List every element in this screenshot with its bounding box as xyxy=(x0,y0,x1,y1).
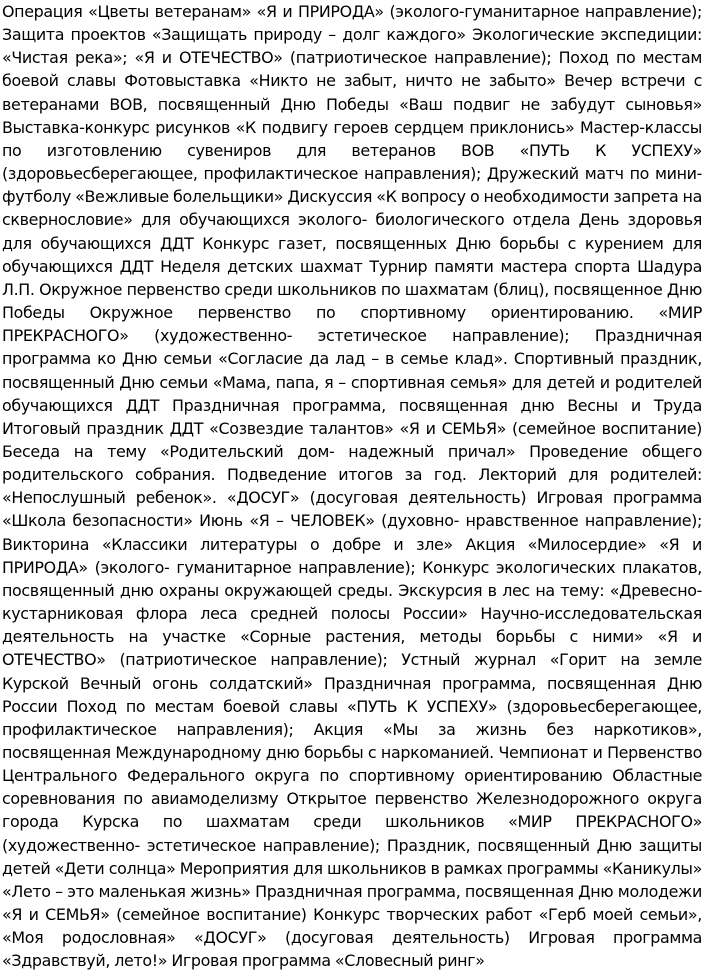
event-list-paragraph: Операция «Цветы ветеранам» «Я и ПРИРОДА» (эколого-гуманитарное направление); Защита проектов «Защищать природу – долг каждого» Экологические экспедиции: «Чистая река»; «Я и ОТЕЧЕСТВО» (патриотическое направление); Поход по местам боевой славы Фотовыставка «Никто не забыт, ничто не забыто» Вечер встречи с ветеранами ВОВ, посвященный Дню Победы «Ваш подвиг не забудут сыновья» Выставка-конкурс рисунков «К подвигу героев сердцем приклонись» Мастер-классы по изготовлению сувениров для ветеранов ВОВ «ПУТЬ К УСПЕХУ» (здоровьесберегающее, профилактическое направления); Дружеский матч по мини-футболу «Вежливые болельщики» Дискуссия «К вопросу о необходимости запрета на сквернословие» для обучающихся эколого- биологического отдела День здоровья для обучающихся ДДТ Конкурс газет, посвященных Дню борьбы с курением для обучающихся ДДТ Неделя детских шахмат Турнир памяти мастера спорта Шадура Л.П. Окружное первенство среди школьников по шахматам (блиц), посвященное Дню Победы Окружное первенство по спортивному ориентированию. «МИР ПРЕКРАСНОГО» (художественно- эстетическое направление); Праздничная программа ко Дню семьи «Согласие да лад – в семье клад». Спортивный праздник, посвященный Дню семьи «Мама, папа, я – спортивная семья» для детей и родителей обучающихся ДДТ Праздничная программа, посвященная дню Весны и Труда Итоговый праздник ДДТ «Созвездие талантов» «Я и СЕМЬЯ» (семейное воспитание) Беседа на тему «Родительский дом- надежный причал» Проведение общего родительского собрания. Подведение итогов за год. Лекторий для родителей: «Непослушный ребенок». «ДОСУГ» (досуговая деятельность) Игровая программа «Школа безопасности» Июнь «Я – ЧЕЛОВЕК» (духовно- нравственное направление); Викторина «Классики литературы о добре и зле» Акция «Милосердие» «Я и ПРИРОДА» (эколого- гуманитарное направление); Конкурс экологических плакатов, посвященный дню охраны окружающей среды. Экскурсия в лес на тему: «Древесно-кустарниковая флора леса средней полосы России» Научно-исследовательская деятельность на участке «Сорные растения, методы борьбы с ними» «Я и ОТЕЧЕСТВО» (патриотическое направление); Устный журнал «Горит на земле Курской Вечный огонь солдатский» Праздничная программа, посвященная Дню России Поход по местам боевой славы «ПУТЬ К УСПЕХУ» (здоровьесберегающее, профилактическое направления); Акция «Мы за жизнь без наркотиков», посвященная Международному дню борьбы с наркоманией. Чемпионат и Первенство Центрального Федерального округа по спортивному ориентированию Областные соревнования по авиамоделизму Открытое первенство Железнодорожного округа города Курска по шахматам среди школьников «МИР ПРЕКРАСНОГО» (художественно- эстетическое направление); Праздник, посвященный Дню защиты детей «Дети солнца» Мероприятия для школьников в рамках программы «Каникулы» «Лето – это маленькая жизнь» Праздничная программа, посвященная Дню молодежи «Я и СЕМЬЯ» (семейное воспитание) Конкурс творческих работ «Герб моей семьи», «Моя родословная» «ДОСУГ» (досуговая деятельность) Игровая программа «Здравствуй, лето!» Игровая программа «Словесный ринг» xyxy=(2,2,702,971)
